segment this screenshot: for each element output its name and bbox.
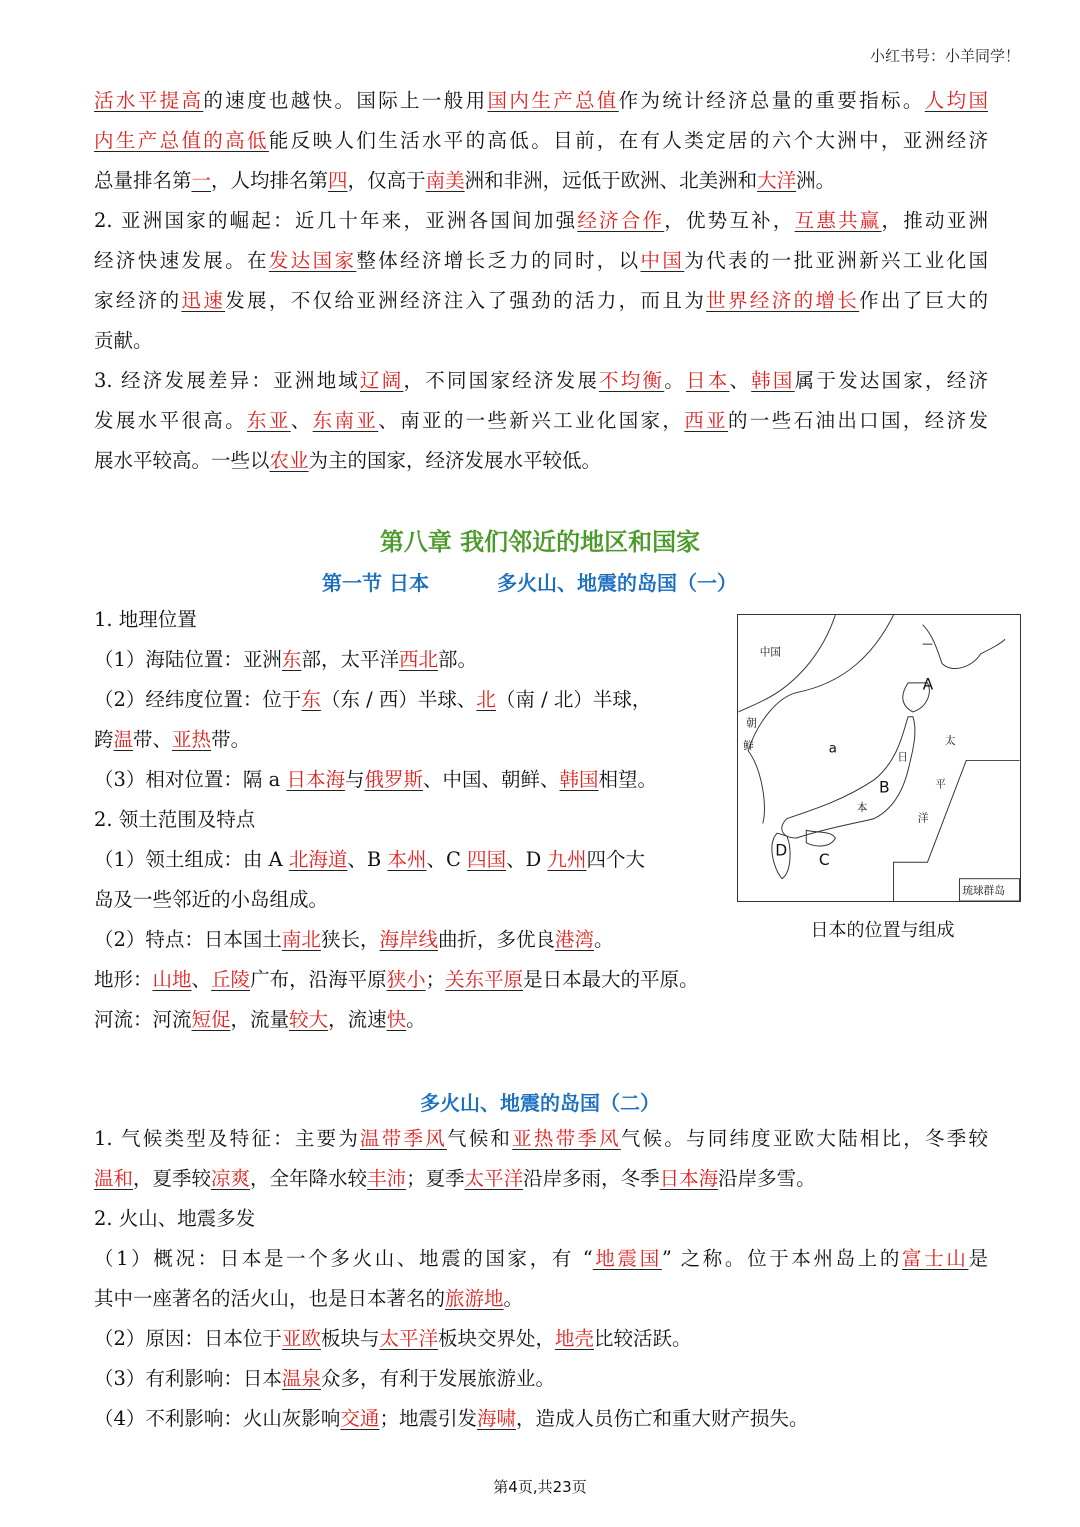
answer-text: 丰沛 [367, 1167, 407, 1190]
body-text: 作为统计经济总量的重要指标。 [618, 89, 925, 112]
body-text: 比较活跃。 [594, 1327, 692, 1350]
chapter-title: 第八章 我们邻近的地区和国家 [379, 528, 701, 556]
answer-text: 海啸 [476, 1407, 516, 1430]
answer-text: 日本 [685, 369, 730, 392]
border-line [738, 615, 835, 712]
body-text: 2. 领土范围及特点 [94, 808, 256, 831]
answer-text: 本州 [387, 848, 427, 871]
answer-text: 人均国 [924, 89, 988, 112]
body-text: 沿岸多雨，冬季 [523, 1167, 660, 1190]
body-text: 。 [503, 1287, 524, 1310]
map-label-ryukyu: 琉球群岛 [962, 884, 1006, 898]
answer-text: 四国 [467, 848, 507, 871]
answer-text: 富士山 [902, 1247, 969, 1270]
shikoku-outline [806, 830, 835, 846]
body-text: 3. 经济发展差异：亚洲地域 [94, 369, 361, 392]
body-text: （1）领土组成：由 A [94, 848, 289, 871]
answer-text: 辽阔 [360, 369, 404, 392]
body-text: （南 / 北）半球， [495, 688, 652, 711]
body-text: ，流量 [230, 1008, 290, 1031]
body-text: ； [425, 968, 446, 991]
body-text: ，全年降水较 [250, 1167, 368, 1190]
body-text: ；地震引发 [379, 1407, 477, 1430]
subtitle-one: 多火山、地震的岛国（一） [497, 571, 737, 595]
climate-volcano-section [94, 1119, 988, 1439]
body-text: 带。 [211, 728, 251, 751]
answer-text: 快 [386, 1008, 407, 1031]
text-line [94, 121, 988, 161]
map-caption: 日本的位置与组成 [810, 920, 955, 941]
answer-text: 日本海 [286, 768, 345, 791]
text-line [94, 600, 724, 640]
answer-text: 温带季风 [360, 1127, 447, 1150]
text-line [94, 241, 988, 281]
body-text: 作出了巨大的 [859, 289, 988, 312]
body-text: 气候和 [446, 1127, 513, 1150]
answer-text: 交通 [340, 1407, 380, 1430]
text-line [94, 840, 724, 880]
answer-text: 港湾 [554, 928, 594, 951]
map-label-A: A [922, 675, 934, 694]
asia-economy-section [94, 81, 988, 481]
answer-text: 活水平提高 [94, 89, 204, 112]
text-line [94, 720, 724, 760]
text-line [94, 960, 988, 1000]
answer-text: 发达国家 [268, 249, 357, 272]
body-text: 家经济的 [94, 289, 182, 312]
map-label-tai: 太 [944, 733, 956, 747]
text-line [94, 1000, 988, 1040]
answer-text: 温 [113, 728, 134, 751]
answer-text: 迅速 [181, 289, 226, 312]
text-line [94, 1399, 988, 1439]
body-text: 带、 [133, 728, 173, 751]
answer-text: 较大 [289, 1008, 329, 1031]
text-line [94, 361, 988, 401]
body-text: 狭长， [320, 928, 380, 951]
hokkaido-outline [903, 625, 1005, 712]
body-text: （3）相对位置：隔 a [94, 768, 287, 791]
text-line [94, 201, 988, 241]
body-text: ，夏季较 [133, 1167, 212, 1190]
text-line [94, 401, 988, 441]
answer-text: 东南亚 [312, 409, 379, 432]
answer-text: 狭小 [386, 968, 426, 991]
answer-text: 南美 [425, 169, 465, 192]
section-title: 第一节 日本 [322, 571, 429, 595]
answer-text: 亚热 [172, 728, 212, 751]
answer-text: 南北 [281, 928, 321, 951]
body-text: 部，太平洋 [301, 648, 399, 671]
body-text: 。 [594, 928, 614, 951]
answer-text: 互惠共赢 [794, 209, 882, 232]
body-text: 其中一座著名的活火山，也是日本著名的 [94, 1287, 446, 1310]
body-text: 、 [729, 369, 752, 392]
body-text: ，人均排名第 [211, 169, 329, 192]
answer-text: 东 [301, 688, 321, 711]
text-line [94, 1359, 988, 1399]
body-text: 气候。与同纬度亚欧大陆相比，冬季较 [620, 1127, 988, 1150]
text-line [94, 800, 724, 840]
japan-map [737, 614, 1021, 902]
map-label-yang: 洋 [917, 811, 929, 825]
body-text: 地形： [94, 968, 153, 991]
body-text: ，推动亚洲 [881, 209, 988, 232]
answer-text: 短促 [191, 1008, 231, 1031]
text-line [94, 281, 988, 321]
map-label-ben: 本 [856, 800, 868, 814]
map-label-ping: 平 [935, 777, 946, 791]
body-text: 属于发达国家，经济 [794, 369, 988, 392]
body-text: （2）原因：日本位于 [94, 1327, 282, 1350]
body-text: 的速度也越快。国际上一般用 [203, 89, 488, 112]
answer-text: 经济合作 [577, 209, 665, 232]
answer-text: 亚欧 [281, 1327, 321, 1350]
body-text: 洲和非洲，远低于欧洲、北美洲和 [464, 169, 758, 192]
body-text: 经济快速发展。在 [94, 249, 269, 272]
subtitle-two: 多火山、地震的岛国（二） [420, 1091, 660, 1115]
answer-text: 凉爽 [211, 1167, 251, 1190]
text-line [94, 1319, 988, 1359]
answer-text: 世界经济的增长 [706, 289, 860, 312]
body-text: ，造成人员伤亡和重大财产损失。 [515, 1407, 809, 1430]
body-text: 的一些石油出口国，经济发 [728, 409, 988, 432]
body-text: ，流速 [328, 1008, 387, 1031]
body-text: 整体经济增长乏力的同时，以 [356, 249, 641, 272]
body-text: 相望。 [598, 768, 658, 791]
text-line [94, 1119, 988, 1159]
body-text: 、 [191, 968, 212, 991]
body-text: 、中国、朝鲜、 [422, 768, 560, 791]
body-text: 岛及一些邻近的小岛组成。 [94, 888, 329, 911]
text-line [94, 760, 724, 800]
body-text: 、B [347, 848, 388, 871]
answer-text: 旅游地 [445, 1287, 504, 1310]
text-line [94, 321, 988, 361]
body-text: 2. 火山、地震多发 [94, 1207, 256, 1230]
body-text: 与 [344, 768, 365, 791]
body-text: （1）海陆位置：亚洲 [94, 648, 282, 671]
map-label-sea-a: a [828, 740, 837, 757]
body-text: 、C [426, 848, 468, 871]
answer-text: 东 [281, 648, 302, 671]
body-text: 贡献。 [94, 329, 153, 352]
map-label-D: D [775, 841, 788, 860]
answer-text: 关东平原 [445, 968, 524, 991]
body-text: 能反映人们生活水平的高低。目前，在有人类定居的六个大洲中，亚洲经济 [268, 129, 988, 152]
answer-text: 九州 [547, 848, 587, 871]
body-text: 是日本最大的平原。 [523, 968, 699, 991]
body-text: 板块与 [320, 1327, 380, 1350]
body-text: 为主的国家，经济发展水平较低。 [308, 449, 602, 472]
body-text: 曲折，多优良 [437, 928, 555, 951]
body-text: 四个大 [586, 848, 645, 871]
body-text: （1）概况：日本是一个多火山、地震的国家，有 “ [94, 1247, 593, 1270]
body-text: ，优势互补， [664, 209, 795, 232]
answer-text: 内生产总值的高低 [94, 129, 269, 152]
text-line [94, 640, 724, 680]
answer-text: 西北 [398, 648, 438, 671]
answer-text: 不均衡 [599, 369, 665, 392]
answer-text: 韩国 [559, 768, 599, 791]
body-text: 、 [290, 409, 313, 432]
body-text: 广布，沿海平原 [250, 968, 387, 991]
answer-text: 西亚 [684, 409, 729, 432]
body-text: （2）经纬度位置：位于 [94, 688, 302, 711]
body-text: 、南亚的一些新兴工业化国家， [378, 409, 685, 432]
body-text: 总量排名第 [94, 169, 192, 192]
ryukyu-inset-border [894, 760, 1020, 901]
body-text: 部。 [437, 648, 477, 671]
answer-text: 海岸线 [379, 928, 438, 951]
text-line [94, 880, 724, 920]
account-header: 小红书号：小羊同学！ [869, 47, 1020, 65]
text-line [94, 161, 988, 201]
body-text: 。 [664, 369, 686, 392]
honshu-outline [782, 717, 915, 838]
body-text: ” 之称。位于本州岛上的 [661, 1247, 903, 1270]
answer-text: 亚热带季风 [512, 1127, 621, 1150]
answer-text: 大洋 [757, 169, 797, 192]
body-text: （2）特点：日本国土 [94, 928, 282, 951]
map-label-korea-1: 朝 [746, 716, 757, 730]
answer-text: 太平洋 [379, 1327, 438, 1350]
body-text: 河流：河流 [94, 1008, 192, 1031]
text-line [94, 1159, 988, 1199]
answer-text: 北 [476, 688, 496, 711]
body-text: ，不同国家经济发展 [403, 369, 600, 392]
answer-text: 日本海 [659, 1167, 719, 1190]
answer-text: 温和 [94, 1167, 134, 1190]
map-label-B: B [879, 778, 890, 797]
text-line [94, 1279, 988, 1319]
map-label-C: C [818, 851, 830, 870]
text-line [94, 1239, 988, 1279]
body-text: 2. 亚洲国家的崛起：近几十年来，亚洲各国间加强 [94, 209, 578, 232]
body-text: 。 [406, 1008, 426, 1031]
answer-text: 俄罗斯 [364, 768, 423, 791]
text-line [94, 81, 988, 121]
body-text: 洲。 [796, 169, 836, 192]
answer-text: 丘陵 [211, 968, 251, 991]
body-text: 、D [506, 848, 548, 871]
map-label-ri: 日 [897, 750, 909, 764]
body-text: （东 / 西）半球、 [320, 688, 477, 711]
body-text: （4）不利影响：火山灰影响 [94, 1407, 341, 1430]
body-text: 为代表的一批亚洲新兴工业化国 [684, 249, 988, 272]
answer-text: 韩国 [751, 369, 795, 392]
text-line [94, 441, 988, 481]
body-text: ；夏季 [406, 1167, 465, 1190]
answer-text: 农业 [269, 449, 309, 472]
text-line [94, 680, 724, 720]
body-text: 1. 气候类型及特征：主要为 [94, 1127, 361, 1150]
answer-text: 国内生产总值 [487, 89, 619, 112]
answer-text: 地震国 [592, 1247, 662, 1270]
body-text: 1. 地理位置 [94, 608, 197, 631]
body-text: （3）有利影响：日本 [94, 1367, 282, 1390]
answer-text: 太平洋 [464, 1167, 524, 1190]
answer-text: 四 [328, 169, 348, 192]
body-text: 板块交界处， [437, 1327, 555, 1350]
geography-location-section [94, 600, 724, 920]
answer-text: 一 [191, 169, 212, 192]
answer-text: 北海道 [288, 848, 348, 871]
body-text: 沿岸多雪。 [718, 1167, 816, 1190]
body-text: 是 [968, 1247, 988, 1270]
body-text: 众多，有利于发展旅游业。 [320, 1367, 555, 1390]
answer-text: 中国 [640, 249, 685, 272]
body-text: ，仅高于 [347, 169, 426, 192]
answer-text: 地壳 [554, 1327, 594, 1350]
body-text: 跨 [94, 728, 114, 751]
answer-text: 山地 [152, 968, 192, 991]
body-text: 发展，不仅给亚洲经济注入了强劲的活力，而且为 [225, 289, 707, 312]
text-line [94, 1199, 988, 1239]
answer-text: 东亚 [247, 409, 291, 432]
map-label-korea-2: 鲜 [743, 738, 754, 752]
answer-text: 温泉 [281, 1367, 321, 1390]
map-label-china: 中国 [759, 645, 782, 659]
body-text: 展水平较高。一些以 [94, 449, 270, 472]
body-text: 发展水平很高。 [94, 409, 248, 432]
page-footer: 第4页,共23页 [493, 1478, 587, 1496]
